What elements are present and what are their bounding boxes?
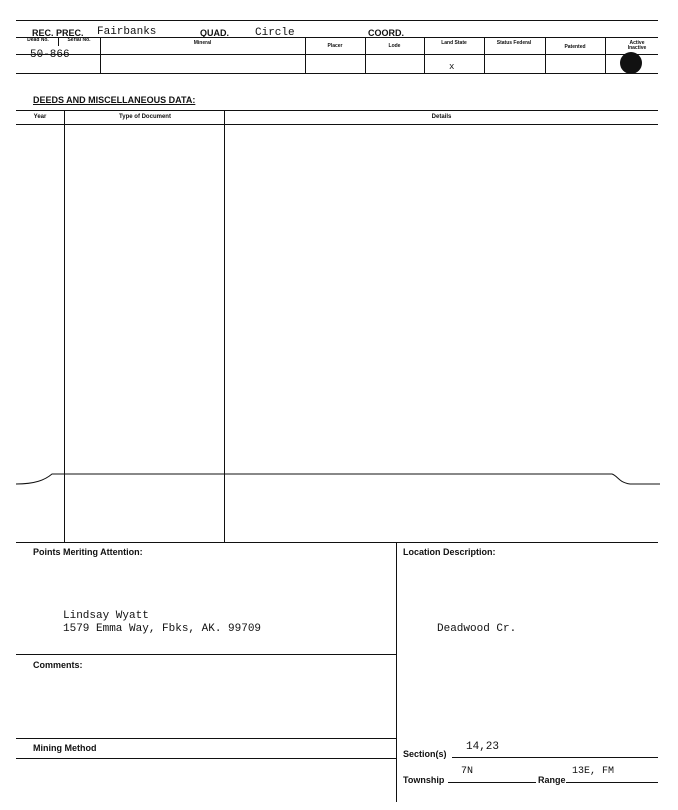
section-label: Section(s) <box>403 749 447 759</box>
col-patented: Patented <box>564 44 586 50</box>
location-label: Location Description: <box>403 547 496 557</box>
comments-rule <box>16 654 396 655</box>
table-divider <box>424 37 425 73</box>
table-divider <box>365 37 366 73</box>
col-placer: Placer <box>327 43 343 49</box>
deeds-bottom-rule <box>16 542 658 543</box>
col-details: Details <box>431 114 452 120</box>
rec-prec-label: REC. PREC. <box>32 28 84 38</box>
land-state-mark: x <box>449 62 455 72</box>
points-address: 1579 Emma Way, Fbks, AK. 99709 <box>63 623 262 635</box>
table-divider <box>545 37 546 73</box>
table-divider <box>484 37 485 73</box>
table-divider <box>605 37 606 73</box>
section-underline <box>452 757 658 758</box>
quad-label: QUAD. <box>200 28 229 38</box>
mining-method-label: Mining Method <box>33 743 97 753</box>
points-name: Lindsay Wyatt <box>63 610 149 622</box>
deeds-title: DEEDS AND MISCELLANEOUS DATA: <box>33 95 196 105</box>
coord-label: COORD. <box>368 28 404 38</box>
header-top-rule <box>16 20 658 21</box>
deeds-header-rule <box>16 124 658 125</box>
dead-no-value: 50-866 <box>30 49 70 61</box>
col-mineral: Mineral <box>193 40 212 46</box>
table-divider <box>305 37 306 73</box>
township-label: Township <box>403 775 445 785</box>
col-status-federal: Status Federal <box>496 40 532 46</box>
table-bottom-rule <box>16 73 658 74</box>
col-lode: Lode <box>388 43 401 49</box>
township-value: 7N <box>461 766 474 777</box>
col-active: Active Inactive <box>627 40 647 51</box>
range-label: Range <box>538 775 566 785</box>
deeds-top-rule <box>16 110 658 111</box>
col-dead-no: Dead No. <box>27 37 49 43</box>
township-underline <box>448 782 536 783</box>
section-value: 14,23 <box>466 741 500 753</box>
active-status-dot <box>620 52 642 74</box>
quad-value: Circle <box>255 27 295 39</box>
range-underline <box>566 782 658 783</box>
location-value: Deadwood Cr. <box>437 623 517 635</box>
mining-rule <box>16 738 396 739</box>
table-header-rule <box>16 54 658 55</box>
range-value: 13E, FM <box>572 766 615 777</box>
lower-center-divider <box>396 542 397 802</box>
col-type-of-document: Type of Document <box>119 114 171 120</box>
col-serial-no: Serial No. <box>67 37 91 43</box>
points-label: Points Meriting Attention: <box>33 547 143 557</box>
rec-prec-value: Fairbanks <box>97 26 157 38</box>
page-join-line <box>0 462 678 492</box>
table-top-rule <box>16 37 658 38</box>
mining-underline <box>16 758 396 759</box>
comments-label: Comments: <box>33 660 83 670</box>
table-divider <box>58 37 59 46</box>
col-year: Year <box>33 114 47 120</box>
col-land-state: Land State <box>441 40 467 46</box>
